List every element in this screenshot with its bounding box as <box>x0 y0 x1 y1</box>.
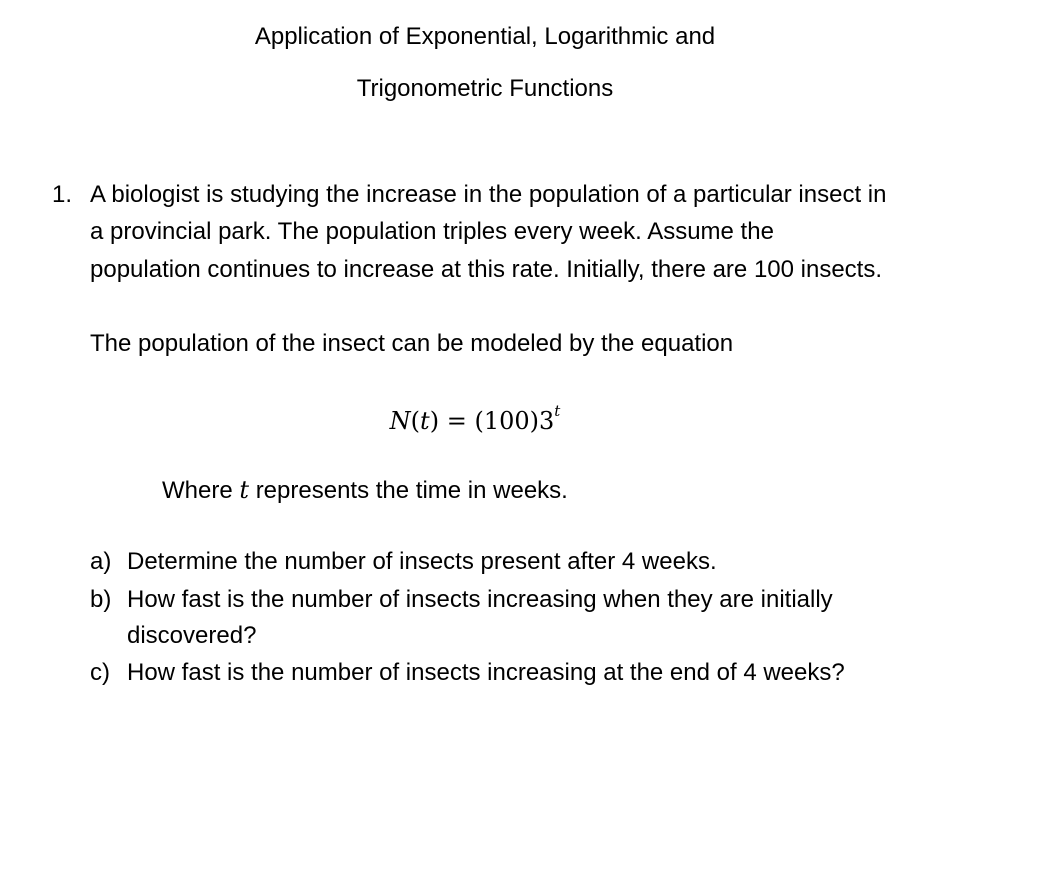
variable-definition-text: represents the time in weeks. <box>255 477 568 504</box>
document-title-line-1: Application of Exponential, Logarithmic and <box>254 23 716 50</box>
question-text-line: A biologist is studying the increase in the population of a particular insect in <box>90 181 887 208</box>
population-equation <box>0 398 950 438</box>
part-b-text-line-2: discovered? <box>127 622 257 649</box>
equation-base: 3 <box>539 407 555 435</box>
question-text-line: a provincial park. The population triples every week. Assume the <box>90 218 774 245</box>
equation-open-paren: ( <box>410 407 421 435</box>
part-a-marker: a) <box>90 548 112 575</box>
variable-definition-prefix: Where <box>162 477 233 504</box>
part-b-text-line-1: How fast is the number of insects increasing when they are initially <box>127 586 833 613</box>
part-b-marker: b) <box>90 586 112 613</box>
equation-function-name: N <box>389 407 411 435</box>
part-a-text: Determine the number of insects present after 4 weeks. <box>127 548 717 575</box>
equation-variable: t <box>420 407 430 435</box>
model-intro-text: The population of the insect can be modeled by the equation <box>90 330 734 357</box>
variable-symbol: t <box>239 476 250 504</box>
question-number: 1. <box>52 181 73 208</box>
equation-coefficient: (100) <box>474 407 540 435</box>
part-c-text: How fast is the number of insects increasing at the end of 4 weeks? <box>127 659 845 686</box>
part-c-marker: c) <box>90 659 110 686</box>
equation-equals-sign: = <box>446 407 467 435</box>
equation-close-paren: ) <box>429 407 440 435</box>
equation-exponent: t <box>554 402 561 420</box>
question-text-line: population continues to increase at this rate. Initially, there are 100 insects. <box>90 256 883 283</box>
document-title-line-2: Trigonometric Functions <box>356 75 614 102</box>
variable-definition <box>162 475 568 506</box>
